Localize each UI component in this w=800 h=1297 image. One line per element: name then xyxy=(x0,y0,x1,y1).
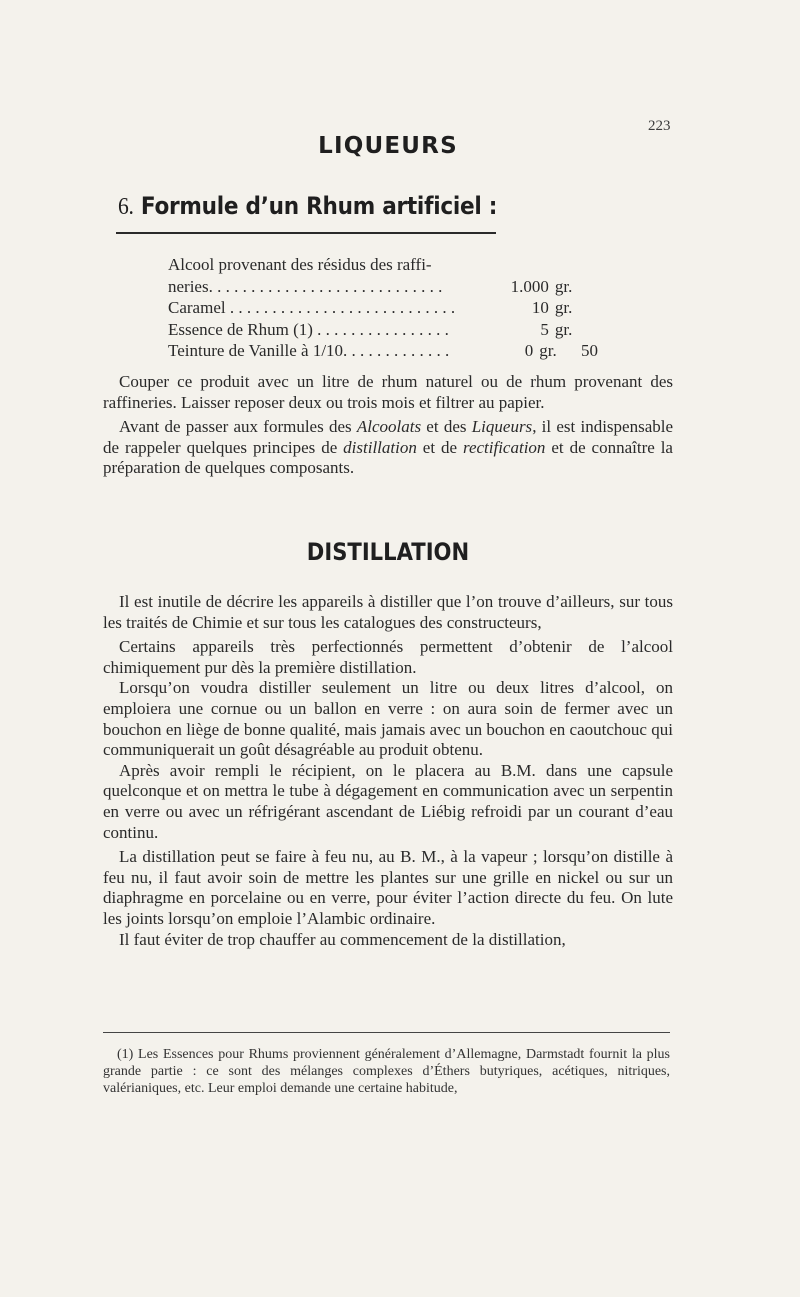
paragraph: Après avoir rempli le récipient, on le placera au B.M. dans une capsule quelconque et on mettra le tube à dégagement en communication avec un serpentin en verre ou avec un réfrigérant ascendant de Liébig refroidi par un courant d’eau continu. xyxy=(103,760,673,842)
text-run: et des xyxy=(421,417,472,437)
running-head: LIQUEURS xyxy=(318,133,458,159)
ingredient-row xyxy=(168,297,598,319)
footnote-rule xyxy=(103,1032,670,1033)
paragraph: La distillation peut se faire à feu nu, au B. M., à la vapeur ; lorsqu’on distille à feu nu, il faut avoir soin de mettre les plantes sur une grille en nickel ou sur un diaphragme en porcelaine ou en verre, pour éviter l’action directe du feu. On lute les joints lorsqu’on emploie l’Alambic ordinaire. xyxy=(103,847,673,928)
ingredient-label: Teinture de Vanille à 1/10. . . . . . . . . . . . . xyxy=(168,341,450,360)
ingredient-unit: gr. xyxy=(554,276,573,296)
ingredient-unit: gr. xyxy=(554,298,573,317)
ingredient-quantity: 1.000 xyxy=(510,276,549,296)
ingredient-row xyxy=(168,276,598,298)
ingredient-extra: 50 xyxy=(581,341,598,360)
formula-number: 6. xyxy=(118,194,134,220)
ingredient-quantity: 10 xyxy=(531,298,549,317)
text-run-italic: Alcoolats xyxy=(356,417,422,437)
paragraph: Il faut éviter de trop chauffer au commencement de la distillation, xyxy=(119,929,566,949)
ingredient-unit: gr. xyxy=(554,319,573,339)
intro-text xyxy=(103,372,673,483)
paragraph: Lorsqu’on voudra distiller seulement un litre ou deux litres d’alcool, on emploiera une cornue ou un ballon en verre : on aura soin de fermer avec un bouchon en liège de bonne qualité, mais jamais avec un bouchon en caoutchouc qui communiquerait un goût désagréable au produit obtenu. xyxy=(103,678,673,760)
text-run: Avant de passer aux formules des xyxy=(119,417,357,437)
ingredient-label: Caramel . . . . . . . . . . . . . . . . . . . . . . . . . . . xyxy=(168,298,456,317)
text-run: et de xyxy=(416,437,463,457)
formula-title-text: Formule d’un Rhum artificiel : xyxy=(140,192,498,220)
ingredient-list xyxy=(168,254,598,362)
footnote xyxy=(103,1046,670,1097)
ingredient-extra xyxy=(590,319,598,341)
text-run-italic: Liqueurs xyxy=(471,417,533,437)
title-underline xyxy=(116,232,496,234)
section-body xyxy=(103,592,673,954)
ingredient-extra xyxy=(590,297,598,319)
text-run: , il est indispensable de rappeler quelques principes de xyxy=(103,417,674,457)
ingredient-quantity: 5 xyxy=(540,319,549,339)
paragraph: Il est inutile de décrire les appareils à distiller que l’on trouve d’ailleurs, sur tous les traités de Chimie et sur tous les catalogues des constructeurs, xyxy=(103,592,673,632)
ingredient-intro: Alcool provenant des résidus des raffi- xyxy=(168,255,432,274)
ingredient-extra xyxy=(590,276,598,298)
section-heading: DISTILLATION xyxy=(306,538,470,566)
paragraph xyxy=(103,417,673,479)
paragraph: Certains appareils très perfectionnés permettent d’obtenir de l’alcool chimiquement pur dès la première distillation. xyxy=(103,637,673,677)
ingredient-label: neries. . . . . . . . . . . . . . . . . . . . . . . . . . . . xyxy=(168,276,443,296)
paragraph: Couper ce produit avec un litre de rhum naturel ou de rhum provenant des raffineries. Laisser reposer deux ou trois mois et filtrer au papier. xyxy=(103,372,673,412)
page-number: 223 xyxy=(648,118,671,134)
footnote-text: (1) Les Essences pour Rhums proviennent généralement d’Allemagne, Darmstadt fournit la plus grande partie : ce sont des mélanges complexes d’Éthers butyriques, acétiques, nitriques, valérianiques, etc. Leur emploi demande une certaine habitude, xyxy=(103,1047,670,1096)
text-run-italic: rectification xyxy=(462,437,546,457)
ingredient-label: Essence de Rhum (1) . . . . . . . . . . . . . . . . xyxy=(168,319,449,339)
ingredient-quantity: 0 xyxy=(524,341,534,360)
ingredient-unit: gr. xyxy=(539,341,557,360)
ingredient-row xyxy=(168,340,598,362)
formula-title xyxy=(118,192,497,221)
ingredient-row xyxy=(168,319,598,341)
text-run-italic: distillation xyxy=(343,437,417,457)
text-run: et de connaître la préparation de quelques composants. xyxy=(103,437,673,478)
